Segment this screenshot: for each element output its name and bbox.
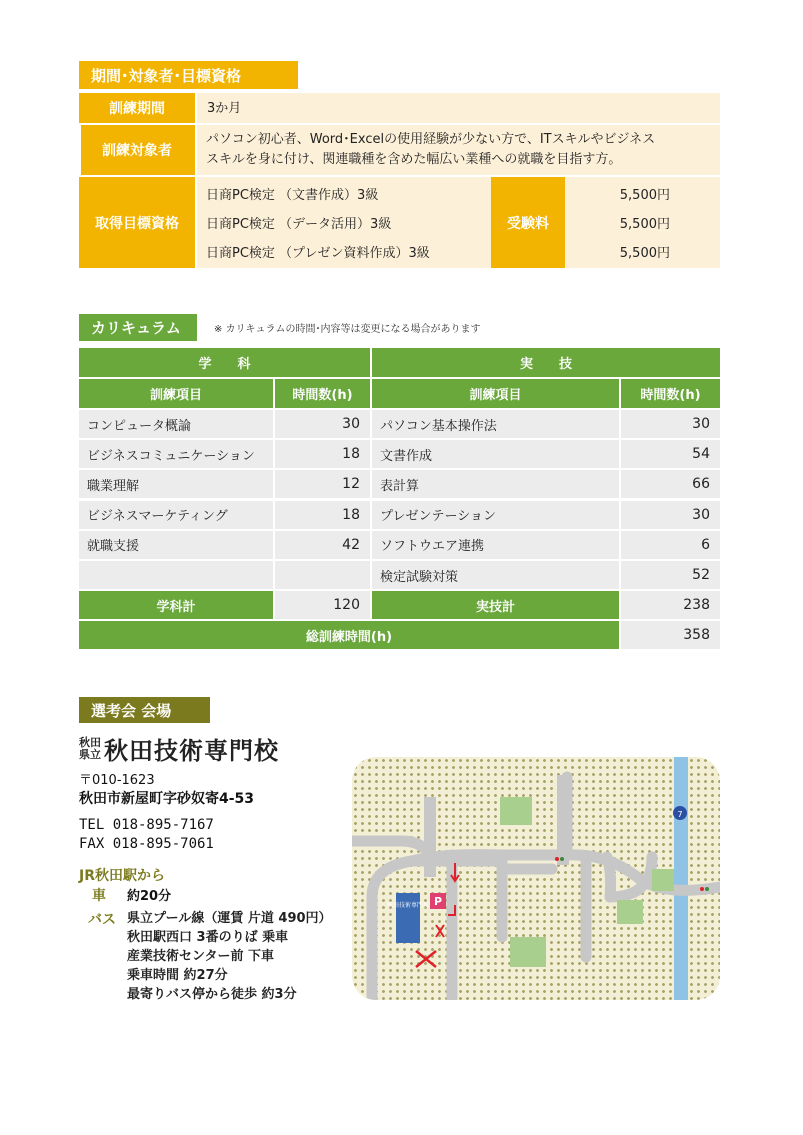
school-prefix	[79, 737, 101, 761]
practical-item-header: 訓練項目	[372, 379, 619, 408]
period-label: 訓練期間	[79, 93, 195, 125]
address: 秋田市新屋町字砂奴寄4-53	[79, 791, 255, 807]
car-label: 車	[92, 888, 106, 904]
academic-item-header: 訓練項目	[79, 379, 273, 408]
map-park-3	[617, 900, 643, 924]
period-section-title: 期間･対象者･目標資格	[79, 61, 298, 89]
exam-item-1: 日商PC検定 （文書作成）3級	[206, 188, 379, 203]
academic-header: 学 科	[79, 348, 370, 377]
from-station: JR秋田駅から	[79, 868, 165, 884]
exam-item-2: 日商PC検定 （データ活用）3級	[206, 217, 392, 232]
academic-hours: 18	[275, 440, 370, 468]
academic-item: ビジネスコミュニケーション	[79, 440, 273, 468]
bus-lines	[127, 909, 332, 1004]
academic-item: コンピュータ概論	[79, 410, 273, 438]
prefix-bottom: 県立	[79, 747, 101, 761]
period-value: 3か月	[195, 93, 720, 125]
exam-item-3: 日商PC検定 （プレゼン資料作成）3級	[206, 246, 430, 261]
fee-item-2: 5,500円	[619, 217, 670, 232]
map-school	[396, 893, 420, 943]
bus-label: バス	[88, 912, 116, 928]
prefix-top: 秋田	[79, 735, 101, 749]
academic-total-value: 120	[275, 591, 370, 619]
fee-item-1: 5,500円	[619, 188, 670, 203]
practical-total-value: 238	[621, 591, 720, 619]
curriculum-note: ※ カリキュラムの時間･内容等は変更になる場合があります	[214, 324, 481, 335]
practical-header: 実 技	[372, 348, 720, 377]
academic-hours: 12	[275, 470, 370, 498]
map-x-mark-2	[436, 925, 444, 937]
practical-item: ソフトウエア連携	[372, 531, 619, 559]
practical-item: 検定試験対策	[372, 561, 619, 589]
fee-label: 受験料	[491, 177, 565, 268]
bus-line-4: 乗車時間 約27分	[127, 968, 228, 983]
info-row-period	[79, 93, 720, 125]
map-road-vertical	[424, 797, 436, 877]
bus-line-2: 秋田駅西口 3番のりば 乗車	[127, 930, 289, 945]
practical-item: パソコン基本操作法	[372, 410, 619, 438]
academic-hours: 30	[275, 410, 370, 438]
access-map	[352, 757, 720, 1000]
practical-item: プレゼンテーション	[372, 501, 619, 529]
target-person-line-1: パソコン初心者、Word･Excelの使用経験が少ない方で、ITスキルやビジネス	[206, 132, 656, 147]
academic-item: 就職支援	[79, 531, 273, 559]
curriculum-title: カリキュラム	[79, 314, 197, 341]
practical-hours: 30	[621, 410, 720, 438]
academic-hours: 42	[275, 531, 370, 559]
fax: FAX 018-895-7061	[79, 836, 214, 852]
academic-item	[79, 561, 273, 589]
practical-hours: 30	[621, 501, 720, 529]
map-park-1	[500, 797, 532, 825]
academic-hours-header: 時間数(h)	[275, 379, 370, 408]
map-drawing	[352, 757, 720, 1000]
map-x-mark-1	[416, 951, 436, 967]
practical-hours: 54	[621, 440, 720, 468]
practical-total-label: 実技計	[372, 591, 619, 619]
car-value: 約20分	[127, 889, 172, 904]
map-route-number: 7	[677, 810, 683, 819]
target-person-text	[197, 125, 720, 175]
tel: TEL 018-895-7167	[79, 817, 214, 833]
fee-item-3: 5,500円	[619, 246, 670, 261]
qualification-label: 取得目標資格	[79, 177, 195, 268]
bus-line-1: 県立プール線（運賃 片道 490円）	[127, 911, 332, 926]
school-name: 秋田技術専門校	[104, 737, 279, 765]
venue-title: 選考会 会場	[79, 697, 210, 723]
practical-item: 表計算	[372, 470, 619, 498]
grand-total-value: 358	[621, 621, 720, 649]
school-name-block	[79, 731, 279, 766]
academic-item: 職業理解	[79, 470, 273, 498]
grand-total-label: 総訓練時間(h)	[79, 621, 619, 649]
map-park-2	[510, 937, 546, 967]
practical-hours-header: 時間数(h)	[621, 379, 720, 408]
practical-item: 文書作成	[372, 440, 619, 468]
map-school-label: 秋田技術専門校	[386, 902, 430, 909]
map-parking-label: P	[433, 895, 443, 908]
practical-hours: 6	[621, 531, 720, 559]
info-row-target-person	[79, 125, 720, 177]
academic-hours: 18	[275, 501, 370, 529]
practical-hours: 66	[621, 470, 720, 498]
postal-code: 〒010-1623	[79, 773, 155, 788]
academic-total-label: 学科計	[79, 591, 273, 619]
target-person-label: 訓練対象者	[79, 125, 195, 177]
academic-hours	[275, 561, 370, 589]
academic-item: ビジネスマーケティング	[79, 501, 273, 529]
fee-list	[565, 177, 720, 268]
practical-hours: 52	[621, 561, 720, 589]
bus-line-5: 最寄りバス停から徒歩 約3分	[127, 987, 297, 1002]
bus-line-3: 産業技術センター前 下車	[127, 949, 275, 964]
target-person-line-2: スキルを身に付け、関連職種を含めた幅広い業種への就職を目指す方。	[206, 152, 622, 167]
target-qualification-block	[79, 177, 720, 268]
map-river	[674, 757, 688, 1000]
exam-list	[197, 177, 491, 268]
